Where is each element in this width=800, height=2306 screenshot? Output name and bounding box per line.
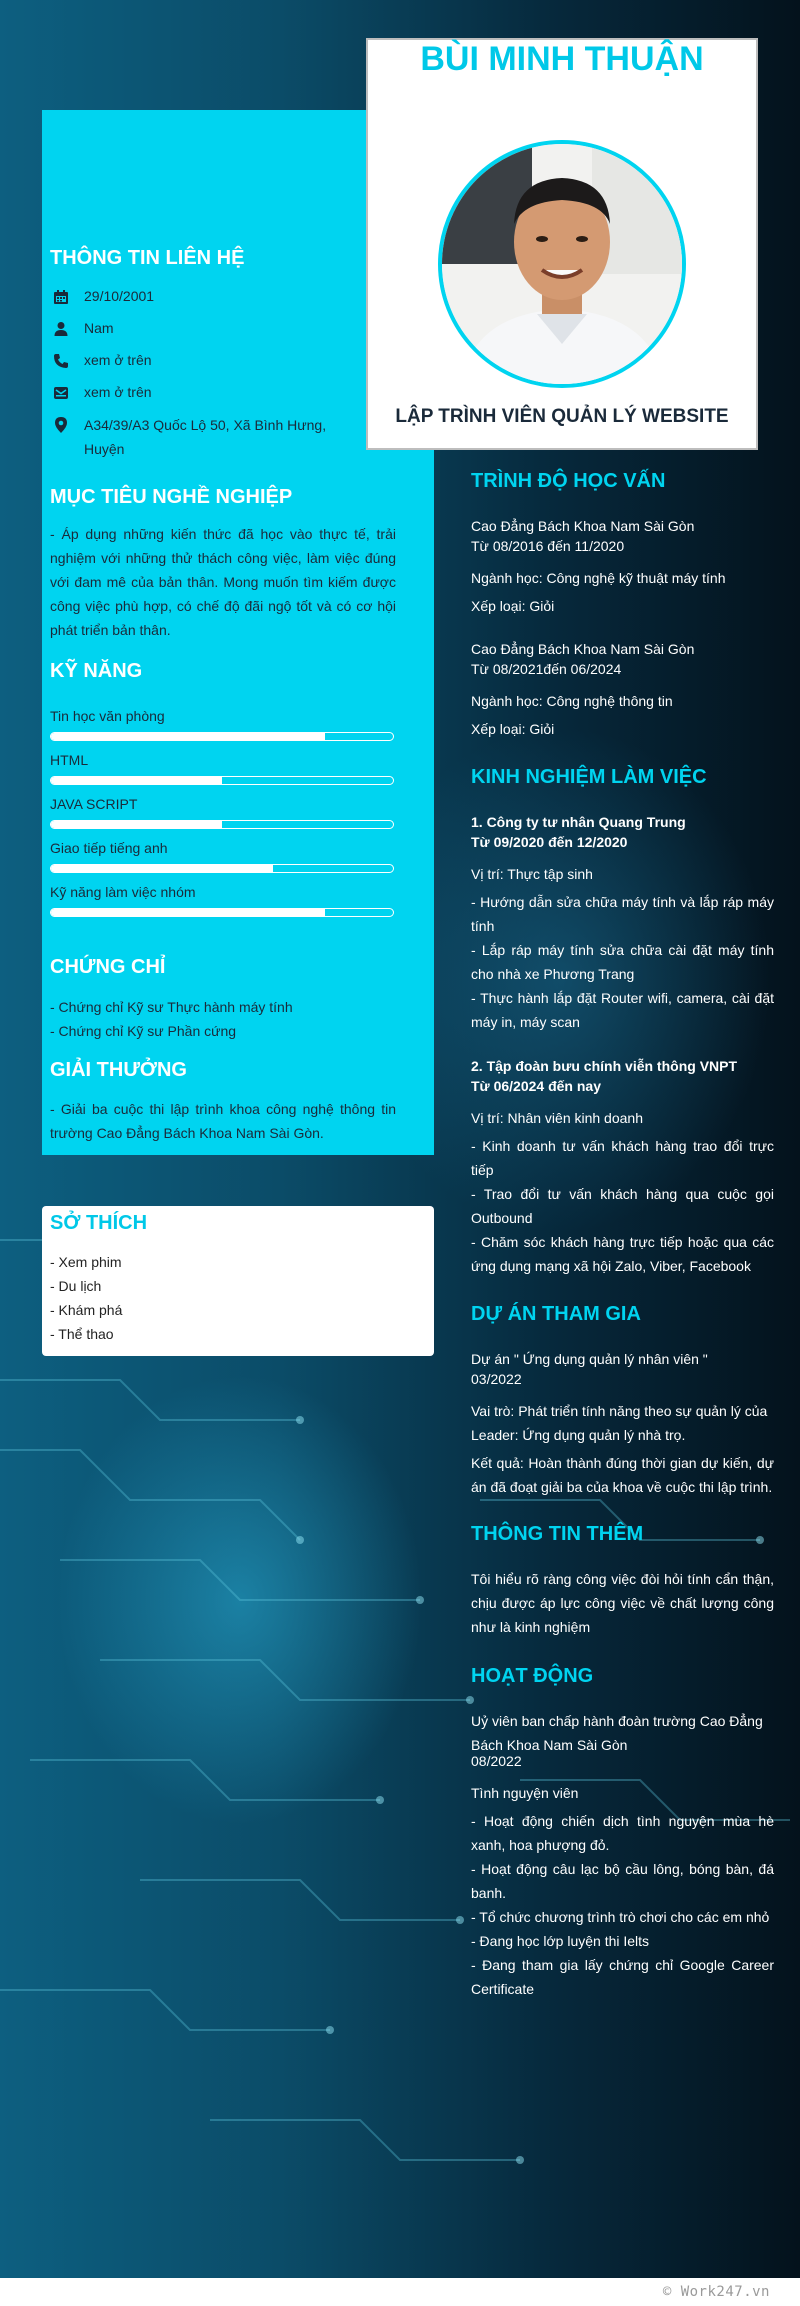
education-grade: Xếp loại: Giỏi [471,598,555,614]
skill-bar-fill [51,865,273,872]
experience-position: Vị trí: Nhân viên kinh doanh [471,1110,643,1126]
project-result: Kết quả: Hoàn thành đúng thời gian dự kiến, dự án đã đoạt giải ba của khoa về cuộc thi lập trình. [471,1455,774,1495]
education-grade: Xếp loại: Giỏi [471,721,555,737]
education-period: Từ 08/2021đến 06/2024 [471,661,622,677]
certificates-section-title: CHỨNG CHỈ [50,956,166,978]
watermark-bar [0,2278,800,2306]
portrait-illustration [442,144,682,384]
full-name: BÙI MINH THUẬN [420,40,704,78]
skill-bar-fill [51,821,222,828]
skill-bar [50,776,394,785]
experience-company: 2. Tập đoàn bưu chính viễn thông VNPT [471,1058,738,1074]
experience-period: Từ 09/2020 đến 12/2020 [471,834,628,850]
skill-bar-fill [51,909,325,916]
contact-address [50,416,334,461]
activity-item: - Đang tham gia lấy chứng chỉ Google Career Certificate [471,1957,774,1997]
activities-section-title: HOẠT ĐỘNG [471,1665,594,1687]
activity-date: 08/2022 [471,1753,522,1769]
activity-org: Uỷ viên ban chấp hành đoàn trường Cao Đẳng Bách Khoa Nam Sài Gòn [471,1713,763,1753]
education-major: Ngành học: Công nghệ thông tin [471,693,673,709]
experience-task: - Lắp ráp máy tính sửa chữa cài đặt máy tính cho nhà xe Phương Trang [471,942,774,982]
objective-text: - Áp dụng những kiến thức đã học vào thực tế, trải nghiệm với những thử thách công việc, làm việc đúng với đam mê của bản thân. Mong muốn tìm kiếm được công việc phù hợp, có chế độ đãi ngộ tốt và có cơ hội phát triển bản thân. [50,526,396,638]
additional-section-title: THÔNG TIN THÊM [471,1523,644,1545]
activity-item: - Tổ chức chương trình trò chơi cho các em nhỏ [471,1909,770,1925]
education-major: Ngành học: Công nghệ kỹ thuật máy tính [471,570,726,586]
skill-label: Giao tiếp tiếng anh [50,840,168,856]
hobby-item: - Thể thao [50,1326,114,1342]
contact-email-text: xem ở trên [84,384,152,400]
activity-item: - Đang học lớp luyện thi Ielts [471,1933,650,1949]
location-icon [50,416,72,434]
contact-section-title: THÔNG TIN LIÊN HỆ [50,247,245,269]
hobby-item: - Du lịch [50,1278,102,1294]
objective-section-title: MỤC TIÊU NGHỀ NGHIỆP [50,486,293,508]
awards-text: - Giải ba cuộc thi lập trình khoa công nghệ thông tin trường Cao Đẳng Bách Khoa Nam Sài Gòn. [50,1101,396,1141]
hobbies-section-title: SỞ THÍCH [50,1212,148,1234]
contact-gender-text: Nam [84,320,114,336]
skill-label: Kỹ năng làm việc nhóm [50,884,196,900]
hobby-item: - Khám phá [50,1302,123,1318]
education-period: Từ 08/2016 đến 11/2020 [471,538,625,554]
contact-birthday [50,288,154,306]
awards-section-title: GIẢI THƯỞNG [50,1059,187,1081]
contact-email [50,384,152,402]
certificate-item: - Chứng chỉ Kỹ sư Thực hành máy tính [50,999,293,1015]
experience-period: Từ 06/2024 đến nay [471,1078,601,1094]
skill-bar [50,820,394,829]
skill-bar-fill [51,777,222,784]
contact-address-text: A34/39/A3 Quốc Lộ 50, Xã Bình Hưng, Huyện [84,417,327,457]
user-icon [50,320,72,338]
job-title: LẬP TRÌNH VIÊN QUẢN LÝ WEBSITE [395,406,729,427]
header-card [366,38,758,450]
phone-icon [50,352,72,370]
education-school: Cao Đẳng Bách Khoa Nam Sài Gòn [471,641,695,657]
experience-task: - Hướng dẫn sửa chữa máy tính và lắp ráp máy tính [471,894,774,934]
experience-task: - Thực hành lắp đặt Router wifi, camera, cài đặt máy in, máy scan [471,990,774,1030]
project-name: Dự án " Ứng dụng quản lý nhân viên " [471,1351,708,1367]
experience-task: - Chăm sóc khách hàng trực tiếp hoặc qua các ứng dụng mạng xã hội Zalo, Viber, Facebook [471,1234,774,1274]
calendar-icon [50,288,72,306]
skill-bar [50,732,394,741]
activity-item: - Hoạt động chiến dịch tình nguyện mùa hè xanh, hoa phượng đỏ. [471,1813,774,1853]
experience-task: - Trao đổi tư vấn khách hàng qua cuộc gọi Outbound [471,1186,774,1226]
skill-label: Tin học văn phòng [50,708,165,724]
watermark-text: © Work247.vn [662,2284,770,2300]
skill-label: HTML [50,752,89,768]
education-school: Cao Đẳng Bách Khoa Nam Sài Gòn [471,518,695,534]
project-date: 03/2022 [471,1371,522,1387]
skill-bar-fill [51,733,325,740]
certificate-item: - Chứng chỉ Kỹ sư Phần cứng [50,1023,237,1039]
skill-bar [50,908,394,917]
experience-position: Vị trí: Thực tập sinh [471,866,593,882]
project-role: Vai trò: Phát triển tính năng theo sự quản lý của Leader: Ứng dụng quản lý nhà trọ. [471,1403,768,1443]
activity-item: - Hoạt động câu lạc bộ cầu lông, bóng bàn, đá banh. [471,1861,774,1901]
email-icon [50,384,72,402]
contact-phone [50,352,152,370]
activity-role: Tình nguyện viên [471,1785,579,1801]
skills-section-title: KỸ NĂNG [50,660,143,682]
hobby-item: - Xem phim [50,1254,122,1270]
experience-task: - Kinh doanh tư vấn khách hàng trao đổi trực tiếp [471,1138,774,1178]
hobbies-card [42,1206,434,1356]
education-section-title: TRÌNH ĐỘ HỌC VẤN [471,470,666,492]
additional-text: Tôi hiểu rõ ràng công việc đòi hỏi tính cẩn thận, chịu được áp lực công việc về chất lượng công như là kinh nghiệm [471,1571,774,1635]
contact-birthday-text: 29/10/2001 [84,288,155,304]
experience-company: 1. Công ty tư nhân Quang Trung [471,814,686,830]
skill-label: JAVA SCRIPT [50,796,138,812]
experience-section-title: KINH NGHIỆM LÀM VIỆC [471,766,707,788]
projects-section-title: DỰ ÁN THAM GIA [471,1303,641,1325]
skill-bar [50,864,394,873]
contact-gender [50,320,114,338]
profile-photo [438,140,686,388]
contact-phone-text: xem ở trên [84,352,152,368]
